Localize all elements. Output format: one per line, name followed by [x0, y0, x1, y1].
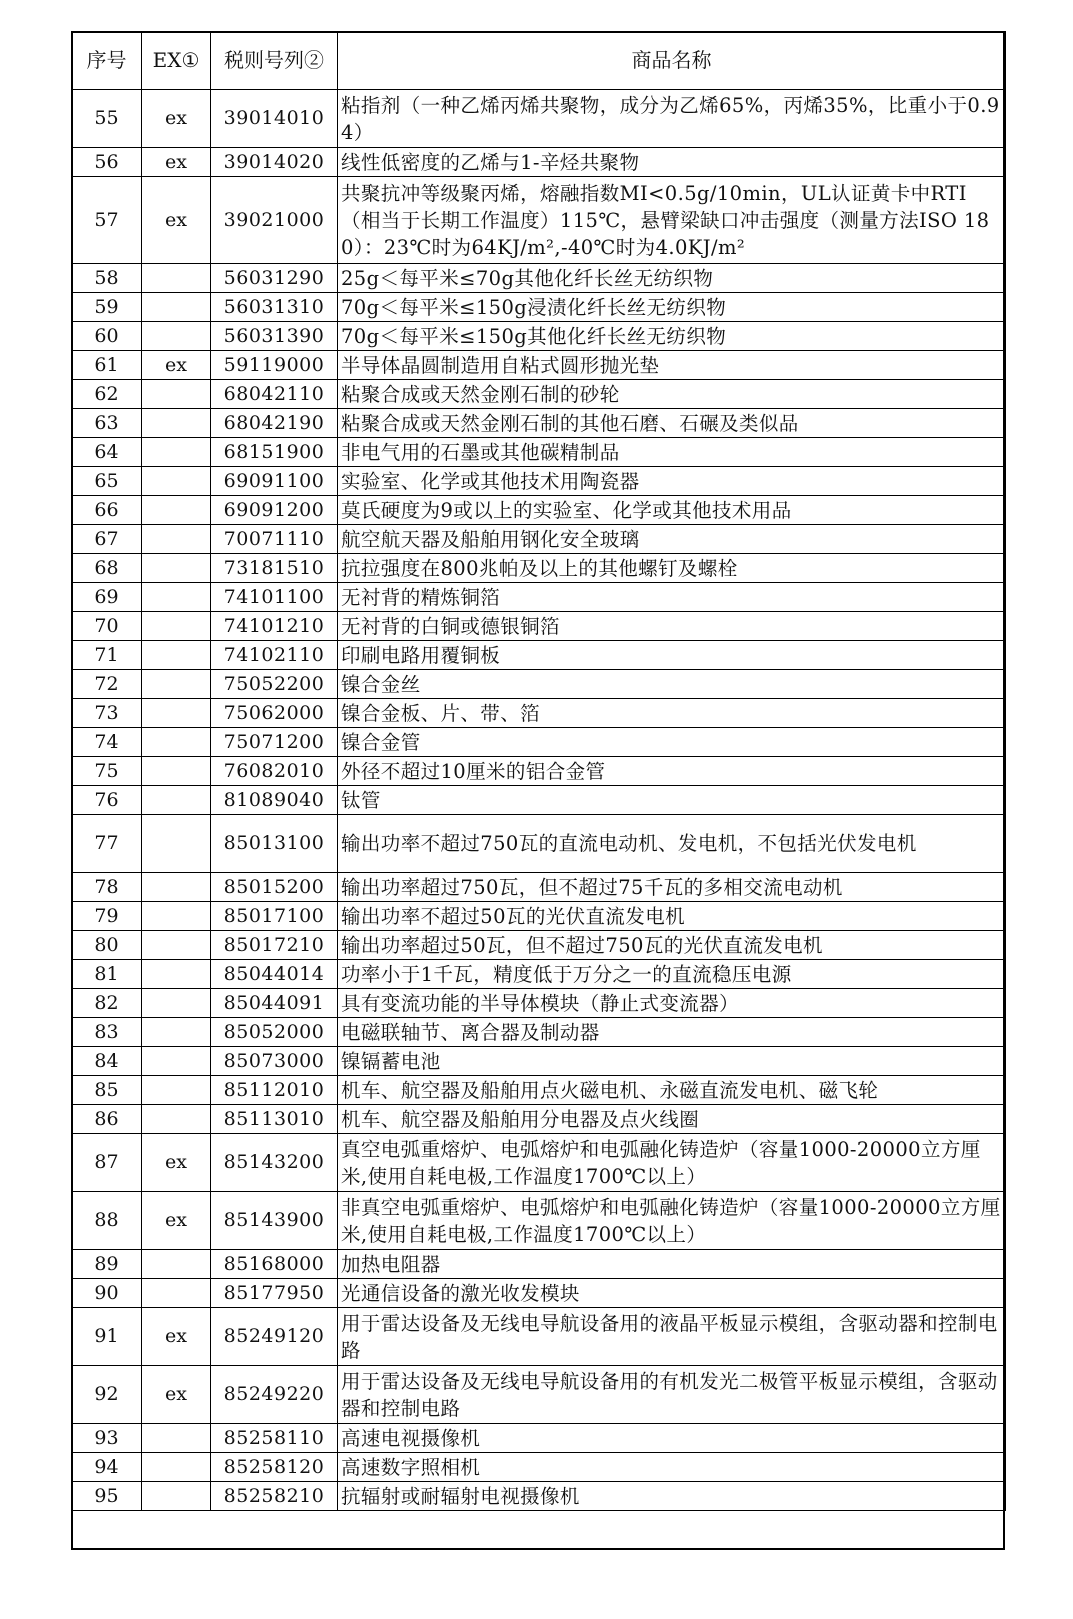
row-seq-cell: 72	[72, 670, 142, 699]
row-ex-cell	[142, 1279, 211, 1308]
table-header-row	[72, 32, 1006, 90]
row-ex-cell: ex	[142, 90, 211, 148]
row-ex-cell	[142, 873, 211, 902]
row-ex-cell	[142, 322, 211, 351]
table-row	[72, 1453, 1006, 1482]
row-ex-cell	[142, 699, 211, 728]
table-row	[72, 293, 1006, 322]
row-seq-cell: 56	[72, 148, 142, 177]
row-ex-cell	[142, 815, 211, 873]
row-seq-cell: 90	[72, 1279, 142, 1308]
row-ex-cell: ex	[142, 148, 211, 177]
table-row	[72, 641, 1006, 670]
row-ex-cell	[142, 264, 211, 293]
table-row	[72, 786, 1006, 815]
header-ex: EX①	[142, 32, 211, 90]
row-seq-cell: 81	[72, 960, 142, 989]
row-ex-cell	[142, 409, 211, 438]
row-seq-cell: 93	[72, 1424, 142, 1453]
row-ex-cell: ex	[142, 1192, 211, 1250]
row-seq-cell: 67	[72, 525, 142, 554]
row-code-cell: 69091100	[211, 467, 338, 496]
table-row	[72, 1279, 1006, 1308]
row-name-cell: 光通信设备的激光收发模块	[338, 1279, 1006, 1308]
row-code-cell: 85113010	[211, 1105, 338, 1134]
row-code-cell: 56031290	[211, 264, 338, 293]
row-name-cell: 共聚抗冲等级聚丙烯，熔融指数MI<0.5g/10min，UL认证黄卡中RTI（相当于长期工作温度）115℃，悬臂梁缺口冲击强度（测量方法ISO 180）：23℃时为64KJ/m²,-40℃时为4.0KJ/m²	[338, 177, 1006, 264]
row-code-cell: 81089040	[211, 786, 338, 815]
row-name-cell: 半导体晶圆制造用自粘式圆形抛光垫	[338, 351, 1006, 380]
row-name-cell: 粘指剂（一种乙烯丙烯共聚物，成分为乙烯65%，丙烯35%，比重小于0.94）	[338, 90, 1006, 148]
row-code-cell: 75062000	[211, 699, 338, 728]
row-name-cell: 镍合金丝	[338, 670, 1006, 699]
row-code-cell: 85052000	[211, 1018, 338, 1047]
row-code-cell: 74102110	[211, 641, 338, 670]
row-seq-cell: 65	[72, 467, 142, 496]
row-ex-cell	[142, 1076, 211, 1105]
header-name: 商品名称	[338, 32, 1006, 90]
table-row	[72, 1366, 1006, 1424]
row-code-cell: 56031310	[211, 293, 338, 322]
table-row	[72, 148, 1006, 177]
row-name-cell: 非真空电弧重熔炉、电弧熔炉和电弧融化铸造炉（容量1000-20000立方厘米,使用自耗电极,工作温度1700℃以上）	[338, 1192, 1006, 1250]
row-seq-cell: 64	[72, 438, 142, 467]
row-name-cell: 高速电视摄像机	[338, 1424, 1006, 1453]
row-name-cell: 莫氏硬度为9或以上的实验室、化学或其他技术用品	[338, 496, 1006, 525]
row-seq-cell: 71	[72, 641, 142, 670]
row-code-cell: 69091200	[211, 496, 338, 525]
row-name-cell: 线性低密度的乙烯与1-辛烃共聚物	[338, 148, 1006, 177]
table-row	[72, 177, 1006, 264]
row-name-cell: 实验室、化学或其他技术用陶瓷器	[338, 467, 1006, 496]
row-seq-cell: 63	[72, 409, 142, 438]
row-name-cell: 功率小于1千瓦，精度低于万分之一的直流稳压电源	[338, 960, 1006, 989]
row-code-cell: 74101100	[211, 583, 338, 612]
row-ex-cell	[142, 612, 211, 641]
table-row	[72, 1018, 1006, 1047]
table-row	[72, 931, 1006, 960]
row-ex-cell	[142, 1047, 211, 1076]
row-seq-cell: 79	[72, 902, 142, 931]
row-ex-cell	[142, 989, 211, 1018]
row-code-cell: 85168000	[211, 1250, 338, 1279]
row-ex-cell	[142, 496, 211, 525]
row-name-cell: 70g＜每平米≤150g其他化纤长丝无纺织物	[338, 322, 1006, 351]
row-seq-cell: 68	[72, 554, 142, 583]
row-ex-cell: ex	[142, 177, 211, 264]
row-ex-cell: ex	[142, 1308, 211, 1366]
row-code-cell: 74101210	[211, 612, 338, 641]
row-seq-cell: 89	[72, 1250, 142, 1279]
row-ex-cell: ex	[142, 1366, 211, 1424]
row-code-cell: 85258120	[211, 1453, 338, 1482]
table-row	[72, 409, 1006, 438]
table-row	[72, 264, 1006, 293]
row-ex-cell	[142, 728, 211, 757]
row-seq-cell: 84	[72, 1047, 142, 1076]
table-row	[72, 1424, 1006, 1453]
row-seq-cell: 76	[72, 786, 142, 815]
table-row	[72, 1308, 1006, 1366]
row-seq-cell: 92	[72, 1366, 142, 1424]
row-name-cell: 输出功率超过50瓦，但不超过750瓦的光伏直流发电机	[338, 931, 1006, 960]
row-name-cell: 无衬背的白铜或德银铜箔	[338, 612, 1006, 641]
table-row	[72, 438, 1006, 467]
row-seq-cell: 58	[72, 264, 142, 293]
row-seq-cell: 61	[72, 351, 142, 380]
row-name-cell: 机车、航空器及船舶用点火磁电机、永磁直流发电机、磁飞轮	[338, 1076, 1006, 1105]
row-seq-cell: 85	[72, 1076, 142, 1105]
row-ex-cell	[142, 641, 211, 670]
table-row	[72, 380, 1006, 409]
table-row	[72, 1076, 1006, 1105]
row-name-cell: 镍合金板、片、带、箔	[338, 699, 1006, 728]
row-seq-cell: 60	[72, 322, 142, 351]
row-seq-cell: 78	[72, 873, 142, 902]
table-row	[72, 960, 1006, 989]
row-name-cell: 高速数字照相机	[338, 1453, 1006, 1482]
row-name-cell: 无衬背的精炼铜箔	[338, 583, 1006, 612]
row-code-cell: 85258110	[211, 1424, 338, 1453]
row-seq-cell: 80	[72, 931, 142, 960]
row-seq-cell: 87	[72, 1134, 142, 1192]
table-row	[72, 1047, 1006, 1076]
table-row	[72, 699, 1006, 728]
row-ex-cell	[142, 380, 211, 409]
row-name-cell: 加热电阻器	[338, 1250, 1006, 1279]
table-row	[72, 525, 1006, 554]
row-code-cell: 85044014	[211, 960, 338, 989]
table-row	[72, 1192, 1006, 1250]
row-code-cell: 76082010	[211, 757, 338, 786]
row-seq-cell: 55	[72, 90, 142, 148]
tariff-table	[71, 31, 1006, 1511]
row-name-cell: 粘聚合成或天然金刚石制的砂轮	[338, 380, 1006, 409]
row-ex-cell: ex	[142, 1134, 211, 1192]
row-name-cell: 输出功率超过750瓦，但不超过75千瓦的多相交流电动机	[338, 873, 1006, 902]
table-row	[72, 873, 1006, 902]
row-code-cell: 85044091	[211, 989, 338, 1018]
row-ex-cell	[142, 757, 211, 786]
row-code-cell: 85258210	[211, 1482, 338, 1511]
row-seq-cell: 59	[72, 293, 142, 322]
row-name-cell: 25g＜每平米≤70g其他化纤长丝无纺织物	[338, 264, 1006, 293]
row-ex-cell	[142, 670, 211, 699]
row-ex-cell	[142, 1424, 211, 1453]
table-row	[72, 554, 1006, 583]
row-seq-cell: 83	[72, 1018, 142, 1047]
row-name-cell: 镍合金管	[338, 728, 1006, 757]
row-code-cell: 85177950	[211, 1279, 338, 1308]
row-seq-cell: 69	[72, 583, 142, 612]
table-row	[72, 728, 1006, 757]
row-ex-cell	[142, 438, 211, 467]
table-row	[72, 1134, 1006, 1192]
row-code-cell: 85143200	[211, 1134, 338, 1192]
row-name-cell: 非电气用的石墨或其他碳精制品	[338, 438, 1006, 467]
row-code-cell: 73181510	[211, 554, 338, 583]
table-row	[72, 90, 1006, 148]
header-code: 税则号列②	[211, 32, 338, 90]
row-ex-cell	[142, 960, 211, 989]
row-name-cell: 机车、航空器及船舶用分电器及点火线圈	[338, 1105, 1006, 1134]
row-code-cell: 85015200	[211, 873, 338, 902]
row-name-cell: 用于雷达设备及无线电导航设备用的有机发光二极管平板显示模组，含驱动器和控制电路	[338, 1366, 1006, 1424]
table-row	[72, 322, 1006, 351]
row-code-cell: 75071200	[211, 728, 338, 757]
table-row	[72, 467, 1006, 496]
row-code-cell: 85249220	[211, 1366, 338, 1424]
row-name-cell: 航空航天器及船舶用钢化安全玻璃	[338, 525, 1006, 554]
row-name-cell: 印刷电路用覆铜板	[338, 641, 1006, 670]
row-code-cell: 39021000	[211, 177, 338, 264]
table-row	[72, 757, 1006, 786]
table-row	[72, 351, 1006, 380]
row-name-cell: 70g＜每平米≤150g浸渍化纤长丝无纺织物	[338, 293, 1006, 322]
row-ex-cell	[142, 1453, 211, 1482]
table-row	[72, 902, 1006, 931]
row-code-cell: 59119000	[211, 351, 338, 380]
table-row	[72, 612, 1006, 641]
row-ex-cell	[142, 1105, 211, 1134]
row-seq-cell: 57	[72, 177, 142, 264]
row-ex-cell	[142, 931, 211, 960]
table-row	[72, 670, 1006, 699]
row-name-cell: 具有变流功能的半导体模块（静止式变流器）	[338, 989, 1006, 1018]
row-code-cell: 39014020	[211, 148, 338, 177]
row-seq-cell: 95	[72, 1482, 142, 1511]
row-seq-cell: 66	[72, 496, 142, 525]
table-row	[72, 989, 1006, 1018]
table-row	[72, 1105, 1006, 1134]
row-code-cell: 68151900	[211, 438, 338, 467]
row-seq-cell: 70	[72, 612, 142, 641]
row-name-cell: 电磁联轴节、离合器及制动器	[338, 1018, 1006, 1047]
row-ex-cell	[142, 583, 211, 612]
row-name-cell: 抗辐射或耐辐射电视摄像机	[338, 1482, 1006, 1511]
row-code-cell: 85017100	[211, 902, 338, 931]
row-name-cell: 钛管	[338, 786, 1006, 815]
row-name-cell: 输出功率不超过50瓦的光伏直流发电机	[338, 902, 1006, 931]
table-body	[72, 90, 1006, 1511]
header-seq: 序号	[72, 32, 142, 90]
row-code-cell: 85013100	[211, 815, 338, 873]
row-name-cell: 粘聚合成或天然金刚石制的其他石磨、石碾及类似品	[338, 409, 1006, 438]
row-seq-cell: 75	[72, 757, 142, 786]
row-ex-cell	[142, 1250, 211, 1279]
row-seq-cell: 94	[72, 1453, 142, 1482]
table-row	[72, 1482, 1006, 1511]
row-name-cell: 真空电弧重熔炉、电弧熔炉和电弧融化铸造炉（容量1000-20000立方厘米,使用自耗电极,工作温度1700℃以上）	[338, 1134, 1006, 1192]
row-name-cell: 外径不超过10厘米的铝合金管	[338, 757, 1006, 786]
row-code-cell: 85143900	[211, 1192, 338, 1250]
row-code-cell: 85017210	[211, 931, 338, 960]
row-name-cell: 用于雷达设备及无线电导航设备用的液晶平板显示模组，含驱动器和控制电路	[338, 1308, 1006, 1366]
row-seq-cell: 74	[72, 728, 142, 757]
row-seq-cell: 62	[72, 380, 142, 409]
row-seq-cell: 73	[72, 699, 142, 728]
row-ex-cell	[142, 525, 211, 554]
row-code-cell: 68042110	[211, 380, 338, 409]
row-seq-cell: 86	[72, 1105, 142, 1134]
row-seq-cell: 82	[72, 989, 142, 1018]
row-ex-cell	[142, 786, 211, 815]
table-row	[72, 496, 1006, 525]
row-seq-cell: 91	[72, 1308, 142, 1366]
row-ex-cell	[142, 293, 211, 322]
row-ex-cell: ex	[142, 351, 211, 380]
row-code-cell: 85112010	[211, 1076, 338, 1105]
row-name-cell: 输出功率不超过750瓦的直流电动机、发电机，不包括光伏发电机	[338, 815, 1006, 873]
table-row	[72, 583, 1006, 612]
row-code-cell: 70071110	[211, 525, 338, 554]
row-ex-cell	[142, 554, 211, 583]
row-seq-cell: 88	[72, 1192, 142, 1250]
table-row	[72, 1250, 1006, 1279]
row-code-cell: 39014010	[211, 90, 338, 148]
row-name-cell: 镍镉蓄电池	[338, 1047, 1006, 1076]
row-ex-cell	[142, 467, 211, 496]
row-code-cell: 56031390	[211, 322, 338, 351]
row-ex-cell	[142, 902, 211, 931]
row-ex-cell	[142, 1482, 211, 1511]
row-code-cell: 85249120	[211, 1308, 338, 1366]
row-code-cell: 68042190	[211, 409, 338, 438]
row-name-cell: 抗拉强度在800兆帕及以上的其他螺钉及螺栓	[338, 554, 1006, 583]
row-code-cell: 85073000	[211, 1047, 338, 1076]
row-code-cell: 75052200	[211, 670, 338, 699]
row-ex-cell	[142, 1018, 211, 1047]
table-row	[72, 815, 1006, 873]
row-seq-cell: 77	[72, 815, 142, 873]
